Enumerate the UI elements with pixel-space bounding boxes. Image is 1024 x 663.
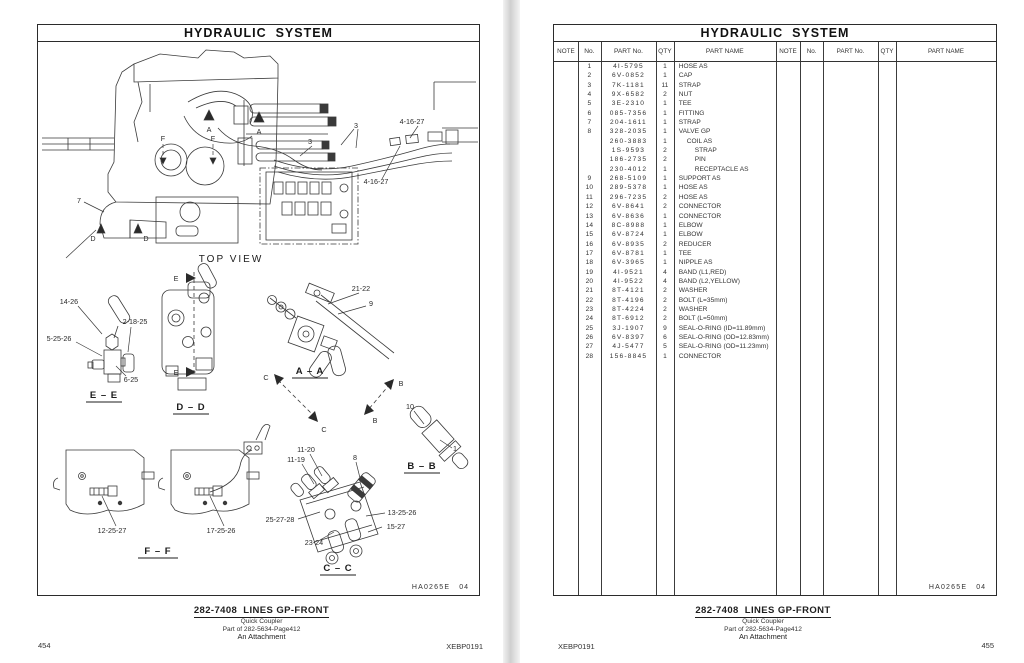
- parts-table: [553, 41, 997, 596]
- callout-5-25-26: 5-25-26: [46, 334, 72, 343]
- section-arrow-e: E: [173, 274, 179, 283]
- table-row: 2 6V-0852 1 CAP: [587, 72, 693, 80]
- table-row: 17 6V-8781 1 TEE: [585, 249, 692, 257]
- table-row: 1 4I-5795 1 HOSE AS: [587, 63, 708, 70]
- callout-17-25-26: 17-25-26: [206, 526, 236, 535]
- section-arrow-c: C: [263, 373, 269, 382]
- section-arrow-d: D: [90, 234, 96, 243]
- table-row: 10 289-5378 1 HOSE AS: [585, 184, 708, 192]
- header-note: NOTE: [779, 48, 797, 55]
- table-row: 14 8C-8988 1 ELBOW: [585, 221, 703, 229]
- drawing-revision: 04: [976, 584, 986, 591]
- section-ff-drawing: [54, 424, 271, 526]
- caption-sub3: An Attachment: [738, 632, 788, 642]
- table-row: 16 6V-8935 2 REDUCER: [585, 240, 712, 248]
- callout-13-25-26: 13-25-26: [387, 508, 417, 517]
- table-row: 7 204-1611 1 STRAP: [587, 119, 701, 127]
- table-row: 20 4I-9522 4 BAND (L2,YELLOW): [585, 277, 740, 285]
- caption-sub2: Part of 282-5634-Page412: [724, 625, 802, 633]
- figure-caption: [20, 600, 503, 642]
- header-part-name: PART NAME: [705, 48, 744, 55]
- table-row: 21 8T-4121 2 WASHER: [585, 287, 708, 295]
- callout-11-20: 11-20: [297, 445, 315, 454]
- section-aa-drawing: [268, 283, 395, 416]
- header-qty: QTY: [658, 48, 672, 55]
- caption-sub1: Quick Coupler: [240, 618, 283, 625]
- callout-3: 3: [354, 121, 358, 130]
- table-row: 25 3J-1907 9 SEAL-O-RING (ID=11.89mm): [585, 324, 766, 332]
- diagram-frame: [37, 41, 480, 596]
- page-number: 454: [38, 641, 51, 650]
- section-label-ff: F – F: [144, 546, 172, 557]
- table-row: 15 6V-8724 1 ELBOW: [585, 231, 703, 239]
- header-part-no: PART No.: [613, 48, 643, 55]
- table-row: 23 8T-4224 2 WASHER: [585, 305, 708, 313]
- table-row: 22 8T-4196 2 BOLT (L=35mm): [585, 296, 728, 304]
- caption-sub2: Part of 282-5634-Page412: [222, 625, 301, 633]
- section-arrow-a: A: [256, 127, 262, 136]
- drawing-code-id: HA0265E: [928, 584, 968, 591]
- header-part-no: PART No.: [836, 48, 865, 55]
- callout-25-27-28: 25-27-28: [265, 515, 295, 524]
- table-row: 1S-9593 2 STRAP: [611, 147, 717, 155]
- page-left: [20, 0, 503, 663]
- callout-6-25: 6-25: [123, 375, 139, 384]
- callout-7: 7: [77, 196, 81, 205]
- top-view-drawing: [42, 50, 478, 244]
- table-row: 260-3883 1 COIL AS: [609, 137, 713, 145]
- drawing-code: [929, 584, 986, 591]
- drawing-code-id: HA0265E: [411, 584, 451, 591]
- table-row: 24 8T-6912 2 BOLT (L=50mm): [585, 315, 728, 323]
- callout-4-16-27: 4-16-27: [363, 177, 389, 186]
- table-row: 6 085-7356 1 FITTING: [587, 109, 705, 117]
- callout-14-26: 14-26: [59, 297, 79, 306]
- table-row: 230-4012 1 RECEPTACLE AS: [609, 165, 749, 173]
- section-label-aa: A – A: [295, 366, 325, 377]
- doc-code: XEBP0191: [558, 642, 595, 651]
- table-row: 8 328-2035 1 VALVE GP: [587, 128, 711, 136]
- callout-23-24: 23-24: [304, 538, 324, 547]
- callout-8: 8: [353, 453, 357, 462]
- section-arrow-f: F: [160, 134, 166, 143]
- callout-12-25-27: 12-25-27: [97, 526, 127, 535]
- drawing-revision: 04: [459, 584, 469, 591]
- page-number: 455: [981, 641, 994, 650]
- table-row: 3 7K-1181 11 STRAP: [587, 81, 701, 89]
- table-row: 26 6V-8397 6 SEAL-O-RING (OD=12.83mm): [585, 333, 770, 341]
- section-label-cc: C – C: [323, 563, 353, 574]
- page-spine: [503, 0, 520, 663]
- table-row: 27 4J-5477 5 SEAL-O-RING (OD=11.23mm): [585, 343, 769, 351]
- page-title: HYDRAULIC SYSTEM: [553, 24, 997, 43]
- table-row: 19 4I-9521 4 BAND (L1,RED): [585, 268, 727, 276]
- table-row: 186-2735 2 PIN: [609, 156, 706, 164]
- drawing-code: [412, 584, 469, 591]
- callout-21-22: 21-22: [351, 284, 371, 293]
- caption-sub1: Quick Coupler: [742, 618, 784, 625]
- callout-15-27: 15-27: [386, 522, 406, 531]
- page-title: HYDRAULIC SYSTEM: [37, 24, 480, 43]
- figure-caption: [520, 600, 1006, 642]
- section-arrow-b: B: [372, 416, 378, 425]
- callout-10: 10: [406, 402, 414, 411]
- caption-part-line: 282-7408 LINES GP-FRONT: [193, 605, 330, 616]
- callout-9: 9: [369, 299, 373, 308]
- header-note: NOTE: [557, 48, 575, 55]
- callout-4-16-27: 4-16-27: [399, 117, 425, 126]
- table-row: 18 6V-3965 1 NIPPLE AS: [585, 259, 713, 267]
- header-qty: QTY: [880, 48, 894, 55]
- table-row: 13 6V-8636 1 CONNECTOR: [585, 212, 722, 220]
- header-no: No.: [584, 48, 595, 55]
- caption-sub3: An Attachment: [237, 632, 286, 642]
- section-label-dd: D – D: [176, 402, 206, 413]
- section-arrow-c: C: [321, 425, 327, 434]
- table-row: 4 9X-6582 2 NUT: [587, 91, 693, 99]
- section-arrow-e: E: [173, 368, 179, 377]
- parts-table-body: [554, 62, 996, 361]
- section-arrow-a: A: [206, 125, 212, 134]
- page-right: [520, 0, 1006, 663]
- caption-part-line: 282-7408 LINES GP-FRONT: [695, 605, 831, 616]
- callout-3: 3: [308, 137, 312, 146]
- table-row: 12 6V-8641 2 CONNECTOR: [585, 203, 722, 211]
- section-arrow-f: F: [210, 134, 216, 143]
- top-view-label: TOP VIEW: [198, 254, 264, 265]
- callout-11-19: 11-19: [287, 455, 305, 464]
- callout-2-18-25: 2-18-25: [122, 317, 148, 326]
- table-header-row: [554, 42, 996, 62]
- hydraulic-diagram: [38, 42, 479, 595]
- table-row: 9 268-5109 1 SUPPORT AS: [587, 175, 721, 183]
- table-row: 5 3E-2310 1 TEE: [587, 100, 692, 108]
- section-arrow-d: D: [143, 234, 149, 243]
- section-ee-drawing: [76, 294, 134, 382]
- section-label-bb: B – B: [407, 461, 437, 472]
- header-part-name: PART NAME: [927, 48, 964, 55]
- table-row: 28 156-8845 1 CONNECTOR: [585, 352, 722, 360]
- callout-1: 1: [453, 444, 457, 453]
- section-label-ee: E – E: [89, 390, 119, 401]
- section-arrow-b: B: [398, 379, 404, 388]
- header-no: No.: [806, 48, 817, 55]
- table-row: 11 296-7235 2 HOSE AS: [585, 193, 708, 201]
- doc-code: XEBP0191: [446, 642, 483, 651]
- section-cc-drawing: [289, 454, 385, 564]
